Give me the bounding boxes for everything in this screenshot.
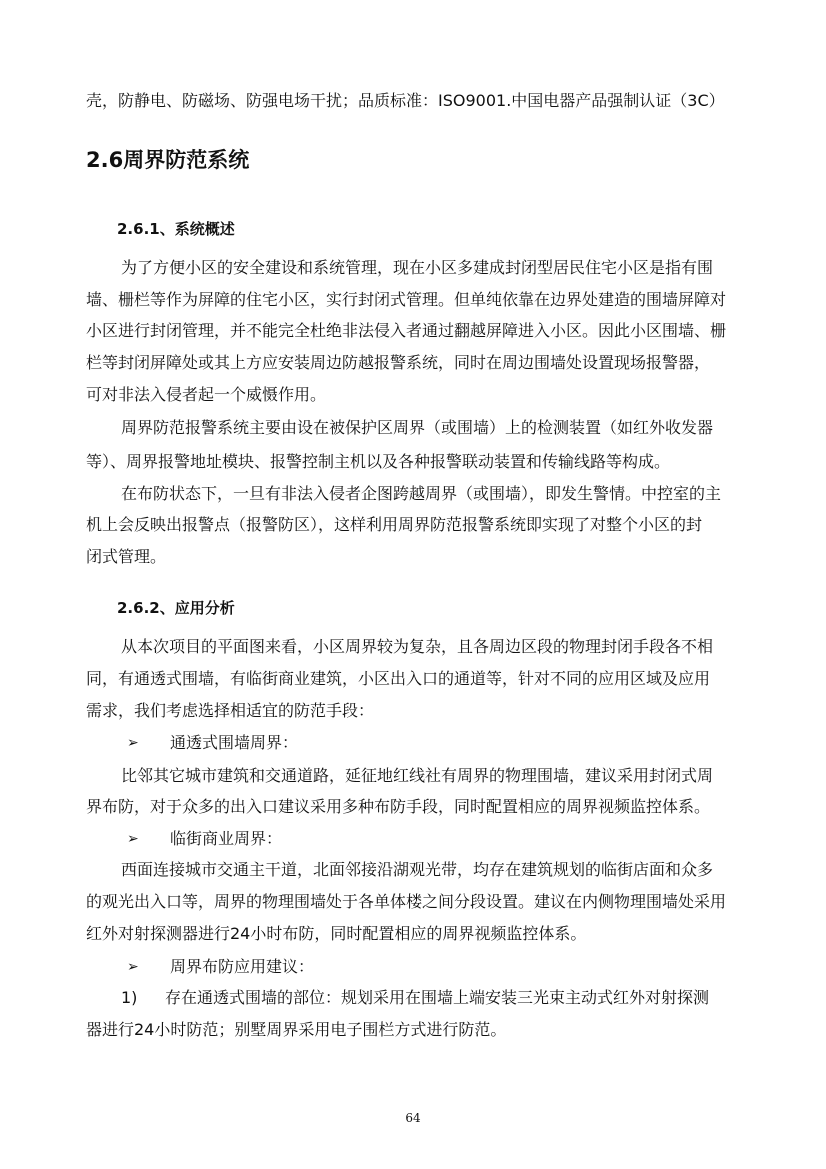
section-heading: 2.6周界防范系统 <box>86 148 250 172</box>
subsection-heading-analysis: 2.6.2、应用分析 <box>117 599 235 617</box>
body-text-line: 红外对射探测器进行24小时布防，同时配置相应的周界视频监控体系。 <box>86 924 587 943</box>
body-text-line: 界布防，对于众多的出入口建议采用多种布防手段，同时配置相应的周界视频监控体系。 <box>86 797 711 816</box>
body-text-line: 栏等封闭屏障处或其上方应安装周边防越报警系统，同时在周边围墙处设置现场报警器， <box>86 353 711 372</box>
bullet-heading: 临街商业周界： <box>170 829 283 848</box>
body-text-line: 可对非法入侵者起一个威慑作用。 <box>86 385 327 404</box>
body-text-line: 器进行24小时防范；别墅周界采用电子围栏方式进行防范。 <box>86 1020 507 1039</box>
bullet-arrow-icon: ➢ <box>127 831 139 847</box>
body-text-line: 机上会反映出报警点（报警防区），这样利用周界防范报警系统即实现了对整个小区的封 <box>86 515 703 534</box>
body-text-line: 同，有通透式围墙，有临街商业建筑，小区出入口的通道等，针对不同的应用区域及应用 <box>86 669 711 688</box>
page-number: 64 <box>405 1111 421 1125</box>
body-text-line: 从本次项目的平面图来看，小区周界较为复杂，且各周边区段的物理封闭手段各不相 <box>121 637 714 656</box>
body-text-line: 壳，防静电、防磁场、防强电场干扰；品质标准：ISO9001.中国电器产品强制认证（3C） <box>86 91 725 110</box>
body-text-line: 的观光出入口等，周界的物理围墙处于各单体楼之间分段设置。建议在内侧物理围墙处采用 <box>86 892 727 911</box>
subsection-heading-overview: 2.6.1、系统概述 <box>117 220 235 238</box>
body-text-line: 为了方便小区的安全建设和系统管理，现在小区多建成封闭型居民住宅小区是指有围 <box>121 258 714 277</box>
bullet-arrow-icon: ➢ <box>127 959 139 975</box>
bullet-heading: 通透式围墙周界： <box>170 733 299 752</box>
bullet-arrow-icon: ➢ <box>127 735 139 751</box>
list-item-number: 1) <box>121 988 138 1007</box>
body-text-line: 等）、周界报警地址模块、报警控制主机以及各种报警联动装置和传输线路等构成。 <box>86 452 671 471</box>
body-text-line: 西面连接城市交通主干道，北面邻接沿湖观光带，均存在建筑规划的临街店面和众多 <box>121 860 714 879</box>
body-text-line: 小区进行封闭管理，并不能完全杜绝非法侵入者通过翻越屏障进入小区。因此小区围墙、栅 <box>86 321 727 340</box>
body-text-line: 比邻其它城市建筑和交通道路，延征地红线社有周界的物理围墙，建议采用封闭式周 <box>121 766 714 785</box>
body-text-line: 存在通透式围墙的部位：规划采用在围墙上端安装三光束主动式红外对射探测 <box>165 988 710 1007</box>
body-text-line: 闭式管理。 <box>86 547 167 566</box>
body-text-line: 周界防范报警系统主要由设在被保护区周界（或围墙）上的检测装置（如红外收发器 <box>121 418 714 437</box>
body-text-line: 墙、栅栏等作为屏障的住宅小区，实行封闭式管理。但单纯依靠在边界处建造的围墙屏障对 <box>86 290 727 309</box>
body-text-line: 在布防状态下，一旦有非法入侵者企图跨越周界（或围墙），即发生警情。中控室的主 <box>121 484 722 503</box>
body-text-line: 需求，我们考虑选择相适宜的防范手段： <box>86 701 375 720</box>
bullet-heading: 周界布防应用建议： <box>170 957 315 976</box>
